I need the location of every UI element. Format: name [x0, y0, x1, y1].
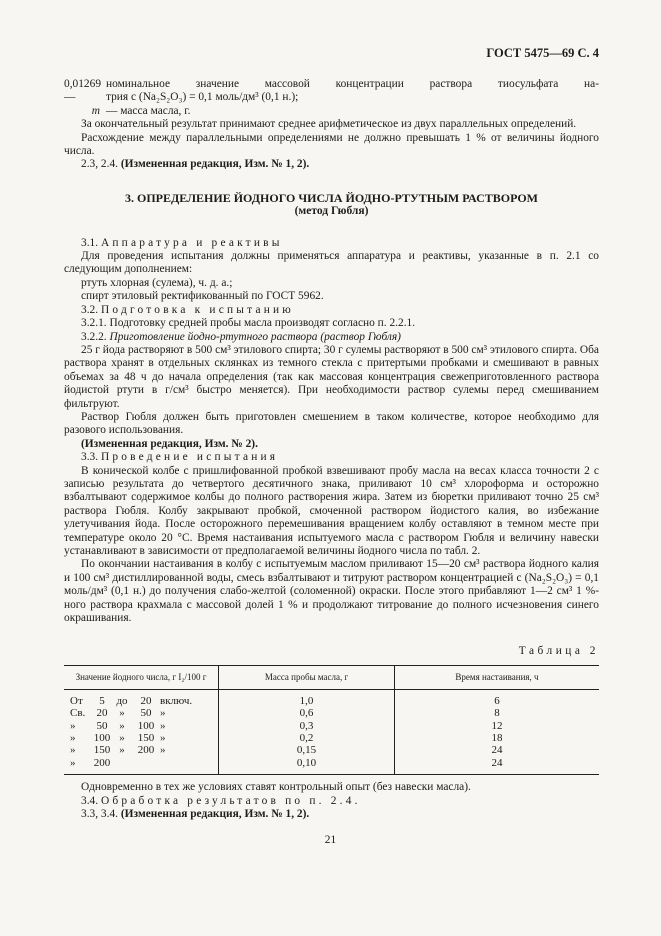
paragraph-3-1: Для проведения испытания должны применяться аппаратура и реактивы, указанные в п. 2.1 со следующим дополнением:: [64, 250, 599, 276]
paragraph-3-2-2: 25 г йода растворяют в 500 см³ этилового спирта; 30 г сулемы растворяют в 500 см³ этилового спирта. Оба раствора хранят в отдельных склянках из темного стекла с притертыми пробками и смешивают в равных объемах за 48 ч до начала определения (так как массовая концентрация свежеприготовленного раствора йодистой ртути в г/см³ быстро меняется). При необходимости раствор сулемы перед смешиванием фильтруют.: [64, 343, 599, 410]
table-2-caption: Таблица 2: [518, 645, 599, 658]
cell-steep-time: 18: [395, 732, 600, 744]
heading-3-3: 3.3. Проведение испытания: [81, 451, 279, 464]
cell-steep-time: 12: [395, 720, 600, 732]
table-row: [64, 757, 599, 775]
header-steep-time: Время настаивания, ч: [395, 665, 600, 689]
header-sample-mass: Масса пробы масла, г: [219, 665, 395, 689]
mass-symbol: m: [91, 104, 100, 117]
coefficient-value: 0,01269—: [64, 78, 102, 104]
heading-3-2-2: 3.2.2. Приготовление йодно-ртутного раствора (раствор Гюбля): [81, 330, 401, 343]
table-row: [64, 707, 599, 719]
section-3-subtitle: (метод Гюбля): [294, 205, 369, 218]
cell-sample-mass: 0,6: [219, 707, 395, 719]
coefficient-desc-line1: номинальное значение массовой концентрации раствора тиосульфата на-: [106, 78, 599, 90]
paragraph-3-3b: По окончании настаивания в колбу с испытуемым маслом приливают 15—20 см³ раствора йодного калия и 100 см³ дистиллированной воды, смесь взбалтывают и титруют раствором концентрацией с (Na₂S₂O₃) = 0,1 моль/дм³ (0,1 н.) до получения слабо-желтой (соломенной) окраски. После этого прибавляют 1—2 см³ 1 %-ного раствора крахмала с массовой долей 1 % и продолжают титрование до полного исчезновения синего окрашивания.: [64, 558, 599, 625]
paragraph-3-3: В конической колбе с пришлифованной пробкой взвешивают пробу масла на весах класса точности 2 с записью результата до четвертого десятичного знака, приливают 10 см³ хлороформа и осторожно взбалтывают содержимое колбы до полного растворения жира. Затем из бюретки приливают точно 25 см³ раствора Гюбля. Колбу закрывают пробкой, смоченной раствором йодистого калия, во избежание улетучивания йода. После осторожного перемешивания вращением колбу оставляют в темном месте при температуре около 20 °С. Время настаивания испытуемого масла с раствором Гюбля и величину навески устанавливают в зависимости от предполагаемой величины йодного числа по табл. 2.: [64, 464, 599, 557]
cell-iodine-range: » 100 » 150 »: [70, 732, 166, 745]
reagent-item-1: ртуть хлорная (сулема), ч. д. а.;: [81, 276, 233, 289]
cell-steep-time: 6: [395, 689, 600, 707]
cell-steep-time: 24: [395, 757, 600, 775]
cell-iodine-range: » 200: [64, 757, 219, 775]
edit-note-2-3: 2.3, 2.4. (Измененная редакция, Изм. № 1, 2).: [81, 158, 310, 171]
cell-iodine-range: Св. 20 » 50 »: [70, 707, 166, 720]
heading-3-4: 3.4. Обработка результатов по п. 2.4.: [81, 794, 361, 807]
table-row: [64, 744, 599, 756]
cell-iodine-range: От 5 до 20 включ.: [70, 694, 193, 707]
cell-sample-mass: 0,10: [219, 757, 395, 775]
cell-sample-mass: 1,0: [219, 689, 395, 707]
table-row: [64, 720, 599, 732]
coefficient-desc-line2: трия с (Na₂S₂O₃) = 0,1 моль/дм³ (0,1 н.);: [106, 91, 299, 104]
cell-sample-mass: 0,15: [219, 744, 395, 756]
paragraph-discrepancy: Расхождение между параллельными определениями не должно превышать 1 % от величины йодного числа.: [64, 131, 599, 158]
table-row: [64, 689, 599, 707]
cell-iodine-range: » 150 » 200 »: [70, 744, 166, 757]
edit-note-3-2: (Измененная редакция, Изм. № 2).: [81, 437, 258, 450]
heading-3-2: 3.2. Подготовка к испытанию: [81, 303, 294, 316]
table-row: [64, 732, 599, 744]
section-3-title: 3. ОПРЕДЕЛЕНИЕ ЙОДНОГО ЧИСЛА ЙОДНО-РТУТНЫМ РАСТВОРОМ: [124, 190, 538, 205]
cell-sample-mass: 0,2: [219, 732, 395, 744]
mass-desc: — масса масла, г.: [106, 104, 191, 117]
cell-steep-time: 8: [395, 707, 600, 719]
paragraph-final-result: За окончательный результат принимают среднее арифметическое из двух параллельных определений.: [81, 118, 577, 131]
table-2: [64, 665, 599, 775]
cell-iodine-range: » 50 » 100 »: [70, 719, 166, 732]
paragraph-3-2-2b: Раствор Гюбля должен быть приготовлен смешением в таком количестве, которое необходимо для разового использования.: [64, 410, 599, 437]
reagent-item-2: спирт этиловый ректификованный по ГОСТ 5962.: [81, 290, 324, 303]
cell-steep-time: 24: [395, 744, 600, 756]
heading-3-1: 3.1. Аппаратура и реактивы: [81, 236, 283, 249]
document-body: [64, 78, 599, 822]
edit-note-3-3: 3.3, 3.4. (Измененная редакция, Изм. № 1, 2).: [81, 808, 310, 821]
formula-legend-mass: [64, 105, 599, 118]
paragraph-3-2-1: 3.2.1. Подготовку средней пробы масла производят согласно п. 2.2.1.: [81, 317, 416, 330]
header-iodine-value: Значение йодного числа, г I₂/100 г: [64, 665, 219, 689]
paragraph-control-test: Одновременно в тех же условиях ставят контрольный опыт (без навески масла).: [81, 781, 471, 794]
cell-sample-mass: 0,3: [219, 720, 395, 732]
table-header-row: [64, 665, 599, 689]
running-header: ГОСТ 5475—69 С. 4: [486, 46, 599, 60]
formula-legend-coefficient: [64, 78, 599, 105]
page-number: 21: [324, 834, 337, 846]
